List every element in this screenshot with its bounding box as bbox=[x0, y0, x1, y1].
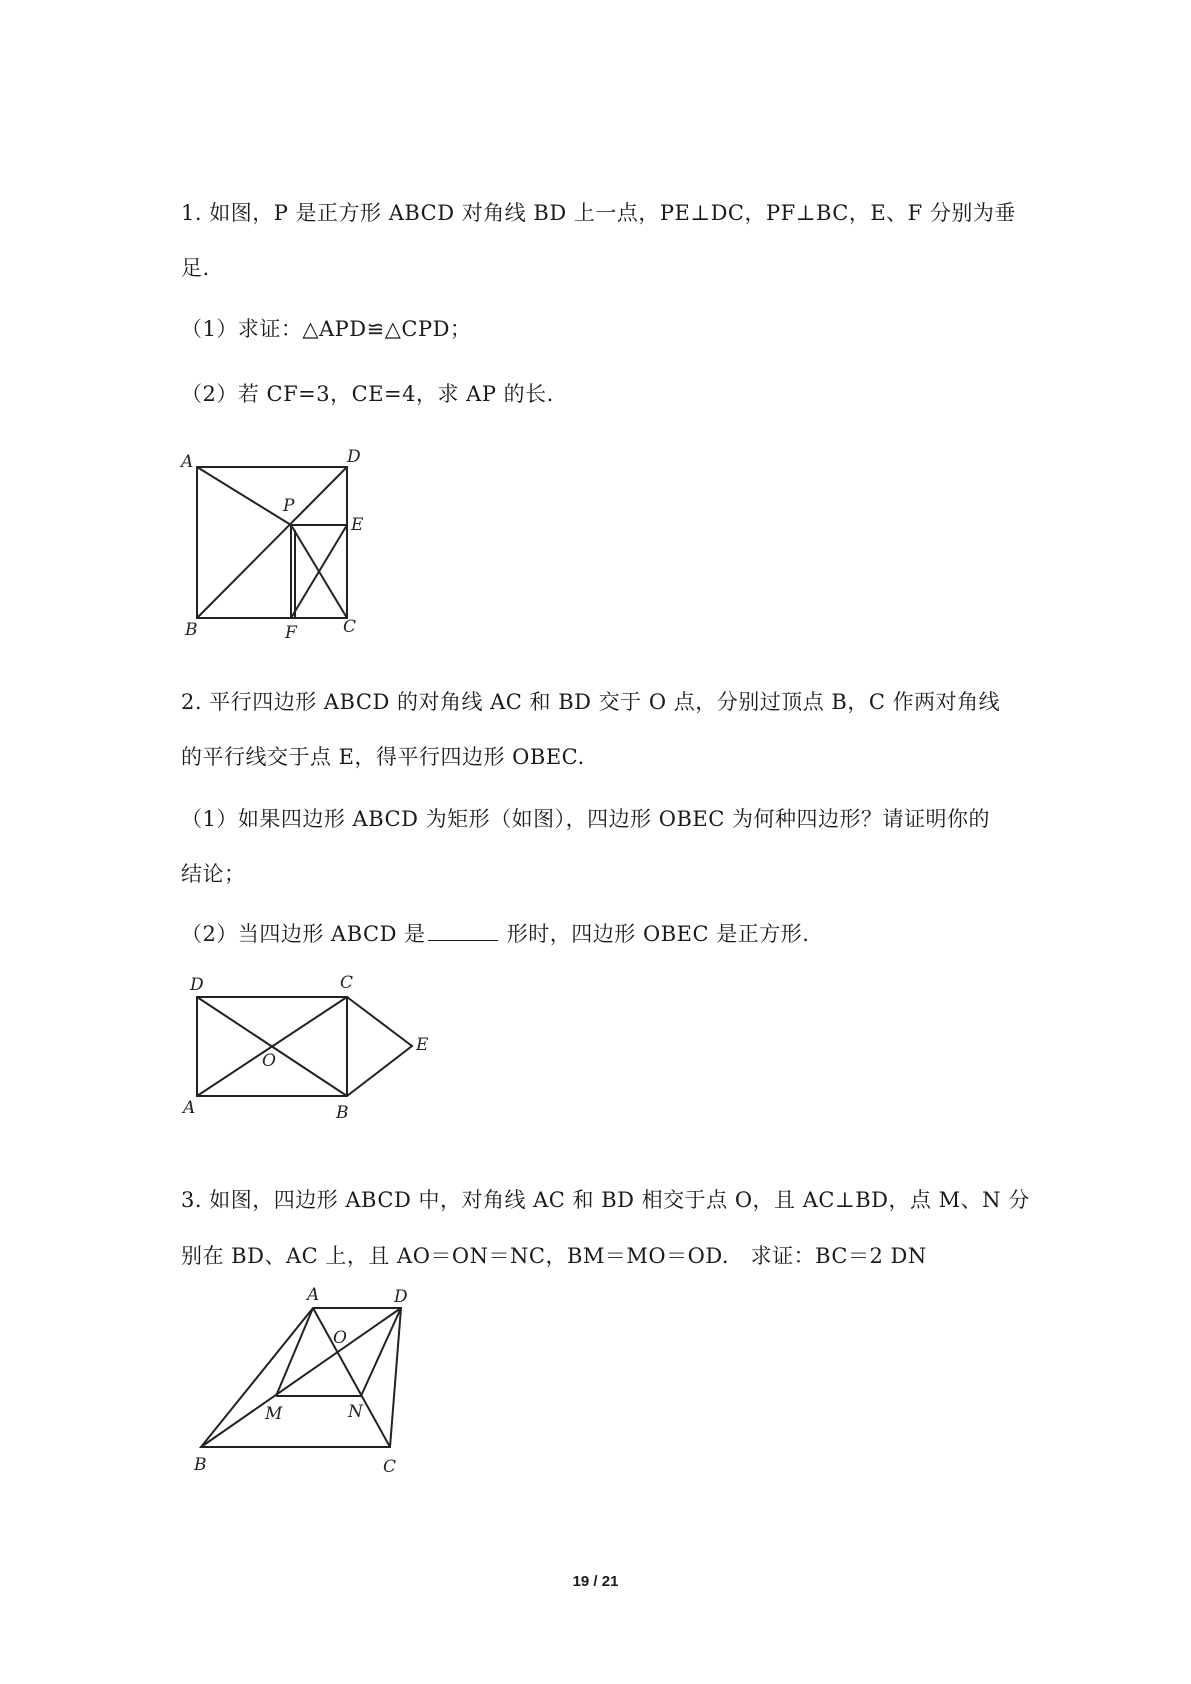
q2-stem-line2: 的平行线交于点 E，得平行四边形 OBEC. bbox=[181, 745, 585, 769]
q1-label-b: B bbox=[185, 620, 198, 640]
q1-label-c: C bbox=[343, 617, 357, 637]
q3-label-a: A bbox=[307, 1285, 320, 1305]
page-number: 19 / 21 bbox=[572, 1573, 619, 1590]
q3-stem-line2: 别在 BD、AC 上，且 AO＝ON＝NC，BM＝MO＝OD. 求证：BC＝2 DN bbox=[181, 1244, 927, 1268]
q2-label-o: O bbox=[262, 1051, 276, 1071]
q1-stem-line1: 1. 如图，P 是正方形 ABCD 对角线 BD 上一点，PE⊥DC，PF⊥BC，E、F 分别为垂 bbox=[181, 201, 1016, 225]
q3-label-m: M bbox=[265, 1404, 283, 1424]
q1-label-p: P bbox=[283, 496, 295, 516]
q1-label-d: D bbox=[347, 447, 361, 467]
q1-part1: （1）求证：△APD≌△CPD； bbox=[181, 317, 472, 341]
q2-part2-after: 形时，四边形 OBEC 是正方形. bbox=[506, 922, 810, 946]
q3-stem-line1: 3. 如图，四边形 ABCD 中，对角线 AC 和 BD 相交于点 O，且 AC⊥BD，点 M、N 分 bbox=[181, 1188, 1030, 1212]
q1-label-f: F bbox=[285, 623, 297, 643]
q3-diagonal-ac bbox=[313, 1308, 390, 1447]
q2-label-d: D bbox=[190, 975, 204, 995]
q2-label-e: E bbox=[416, 1035, 429, 1055]
q3-label-b: B bbox=[194, 1455, 207, 1475]
q2-part1-line2: 结论； bbox=[181, 862, 246, 886]
q1-label-e: E bbox=[351, 515, 364, 535]
q3-label-c: C bbox=[383, 1457, 397, 1477]
q3-diagonal-bd bbox=[201, 1308, 401, 1447]
q2-label-a: A bbox=[183, 1098, 196, 1118]
q3-label-o: O bbox=[333, 1328, 347, 1348]
q1-stem-line2: 足. bbox=[181, 256, 210, 280]
q2-part1-line1: （1）如果四边形 ABCD 为矩形（如图），四边形 OBEC 为何种四边形？请证明你的 bbox=[181, 807, 990, 831]
q3-label-d: D bbox=[394, 1287, 408, 1307]
q2-label-c: C bbox=[340, 973, 354, 993]
q1-label-a: A bbox=[181, 452, 194, 472]
q1-part2: （2）若 CF=3，CE=4，求 AP 的长. bbox=[181, 382, 554, 406]
q2-label-b: B bbox=[336, 1103, 349, 1123]
q2-stem-line1: 2. 平行四边形 ABCD 的对角线 AC 和 BD 交于 O 点，分别过顶点 B，C 作两对角线 bbox=[181, 690, 1001, 714]
q2-part2-before: （2）当四边形 ABCD 是 bbox=[181, 922, 426, 946]
q3-label-n: N bbox=[348, 1402, 363, 1422]
